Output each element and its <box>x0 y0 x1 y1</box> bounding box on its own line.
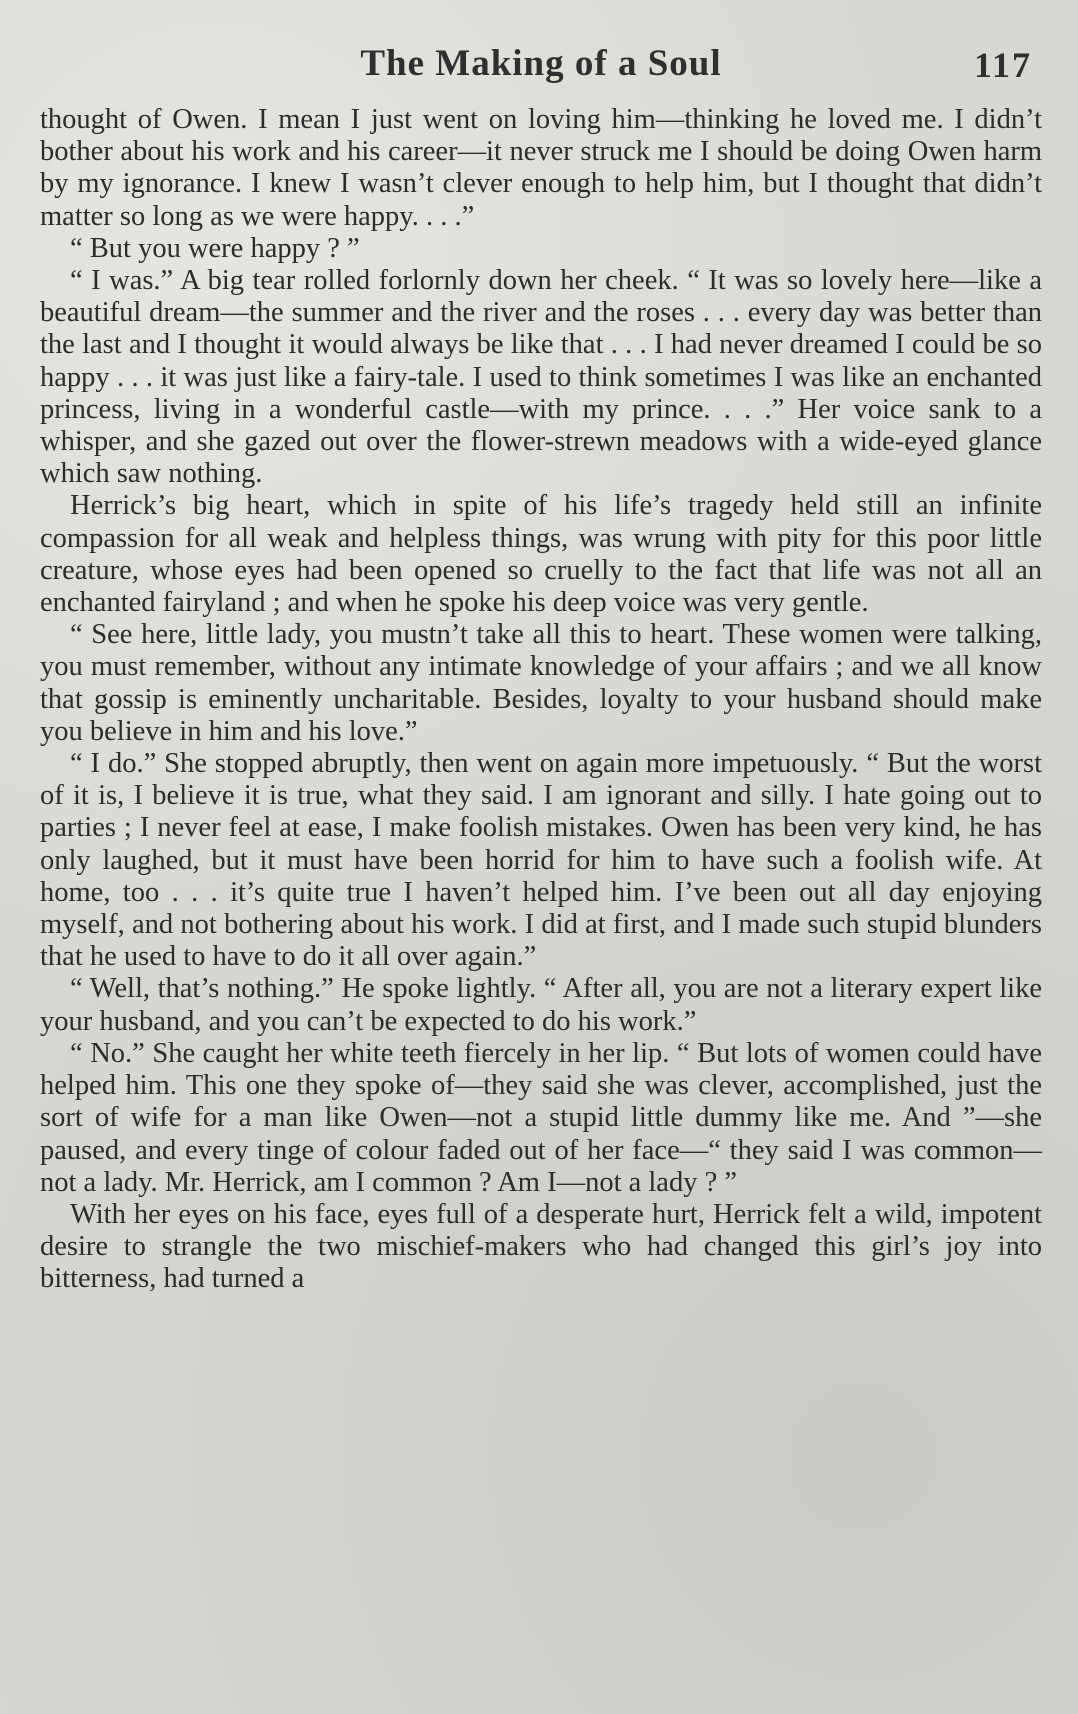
paragraph: “ No.” She caught her white teeth fiercely in her lip. “ But lots of women could have helped him. This one they spoke of—they said she was clever, accomplished, just the sort of wife for a man like Owen—not a stupid little dummy like me. And ”—she paused, and every tinge of colour faded out of her face—“ they said I was common—not a lady. Mr. Herrick, am I common ? Am I—not a lady ? ” <box>40 1037 1042 1198</box>
paragraph: “ I was.” A big tear rolled forlornly down her cheek. “ It was so lovely here—like a beautiful dream—the summer and the river and the roses . . . every day was better than the last and I thought it would always be like that . . . I had never dreamed I could be so happy . . . it was just like a fairy-tale. I used to think sometimes I was like an enchanted princess, living in a wonderful castle—with my prince. . . .” Her voice sank to a whisper, and she gazed out over the flower-strewn meadows with a wide-eyed glance which saw nothing. <box>40 265 1042 490</box>
paragraph: thought of Owen. I mean I just went on loving him—thinking he loved me. I didn’t bother about his work and his career—it never struck me I should be doing Owen harm by my ignorance. I knew I wasn’t clever enough to help him, but I thought that didn’t matter so long as we were happy. . . .” <box>40 104 1042 232</box>
page-number: 117 <box>973 45 1032 85</box>
page-header <box>40 38 1042 98</box>
paragraph: “ But you were happy ? ” <box>70 232 360 264</box>
paragraph: “ I do.” She stopped abruptly, then went on again more impetuously. “ But the worst of it is, I believe it is true, what they said. I am ignorant and silly. I hate going out to parties ; I never feel at ease, I make foolish mistakes. Owen has been very kind, he has only laughed, but it must have been horrid for him to have such a foolish wife. At home, too . . . it’s quite true I haven’t helped him. I’ve been out all day enjoying myself, and not bothering about his work. I did at first, and I made such stupid blunders that he used to have to do it all over again.” <box>40 748 1042 973</box>
running-title: The Making of a Soul <box>360 43 722 84</box>
paragraph: Herrick’s big heart, which in spite of his life’s tragedy held still an infinite compassion for all weak and helpless things, was wrung with pity for this poor little creature, whose eyes had been opened so cruelly to the fact that life was not all an enchanted fairyland ; and when he spoke his deep voice was very gentle. <box>40 490 1042 619</box>
body-text <box>40 104 1042 1296</box>
paragraph: “ Well, that’s nothing.” He spoke lightly. “ After all, you are not a literary expert like your husband, and you can’t be expected to do his work.” <box>40 973 1042 1037</box>
paragraph: With her eyes on his face, eyes full of a desperate hurt, Herrick felt a wild, impotent desire to strangle the two mischief-makers who had changed this girl’s joy into bitterness, had turned a <box>40 1198 1042 1295</box>
paragraph: “ See here, little lady, you mustn’t take all this to heart. These women were talking, you must remember, without any intimate knowledge of your affairs ; and we all know that gossip is eminently uncharitable. Besides, loyalty to your husband should make you believe in him and his love.” <box>40 619 1042 747</box>
